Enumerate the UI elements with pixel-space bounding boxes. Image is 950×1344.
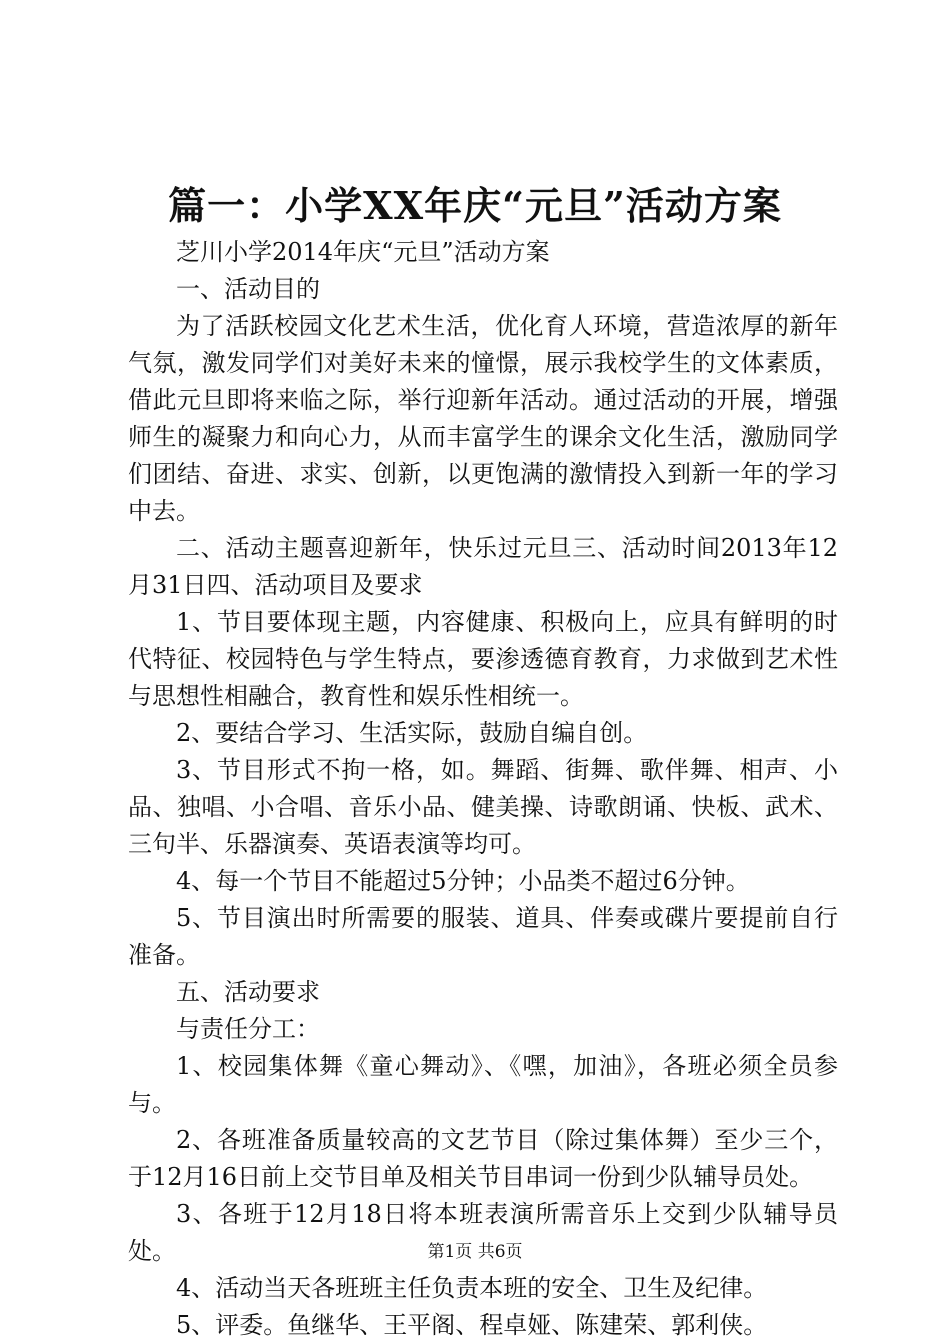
paragraph-duty-2: 2、各班准备质量较高的文艺节目（除过集体舞）至少三个，于12月16日前上交节目单及相关节目串词一份到少队辅导员处。: [128, 1126, 838, 1191]
paragraph-section-5-heading: 五、活动要求: [176, 978, 320, 1006]
paragraph-requirement-5: 5、节目演出时所需要的服装、道具、伴奏或碟片要提前自行准备。: [128, 904, 838, 969]
paragraph-requirement-2: 2、要结合学习、生活实际，鼓励自编自创。: [176, 719, 648, 747]
paragraph-responsibility-heading: 与责任分工：: [176, 1015, 320, 1043]
paragraph-requirement-1: 1、节目要体现主题，内容健康、积极向上，应具有鲜明的时代特征、校园特色与学生特点，要渗透德育教育，力求做到艺术性与思想性相融合，教育性和娱乐性相统一。: [128, 608, 838, 710]
paragraph-purpose: 为了活跃校园文化艺术生活，优化育人环境，营造浓厚的新年气氛，激发同学们对美好未来的憧憬，展示我校学生的文体素质，借此元旦即将来临之际，举行迎新年活动。通过活动的开展，增强师生的凝聚力和向心力，从而丰富学生的课余文化生活，激励同学们团结、奋进、求实、创新，以更饱满的激情投入到新一年的学习中去。: [128, 312, 838, 525]
paragraph-duty-3: 3、各班于12月18日将本班表演所需音乐上交到少队辅导员处。: [128, 1200, 838, 1265]
document-body: [128, 234, 838, 1344]
paragraph-theme-time: 二、活动主题喜迎新年，快乐过元旦三、活动时间2013年12月31日四、活动项目及要求: [128, 534, 838, 599]
paragraph-requirement-4: 4、每一个节目不能超过5分钟；小品类不超过6分钟。: [176, 867, 750, 895]
paragraph-duty-4: 4、活动当天各班班主任负责本班的安全、卫生及纪律。: [176, 1274, 768, 1302]
paragraph-section-1-heading: 一、活动目的: [176, 275, 320, 303]
document-title: 篇一：小学XX年庆“元旦”活动方案: [168, 183, 782, 228]
paragraph-duty-5: 5、评委。鱼继华、王平阁、程卓娅、陈建荣、郭利侠。: [176, 1311, 768, 1339]
paragraph-requirement-3: 3、节目形式不拘一格，如。舞蹈、街舞、歌伴舞、相声、小品、独唱、小合唱、音乐小品、健美操、诗歌朗诵、快板、武术、三句半、乐器演奏、英语表演等均可。: [128, 756, 838, 858]
paragraph-school-plan-heading: 芝川小学2014年庆“元旦”活动方案: [176, 238, 550, 266]
page-footer: 第1页 共6页: [427, 1242, 523, 1262]
paragraph-duty-1: 1、校园集体舞《童心舞动》、《嘿，加油》，各班必须全员参与。: [128, 1052, 838, 1117]
